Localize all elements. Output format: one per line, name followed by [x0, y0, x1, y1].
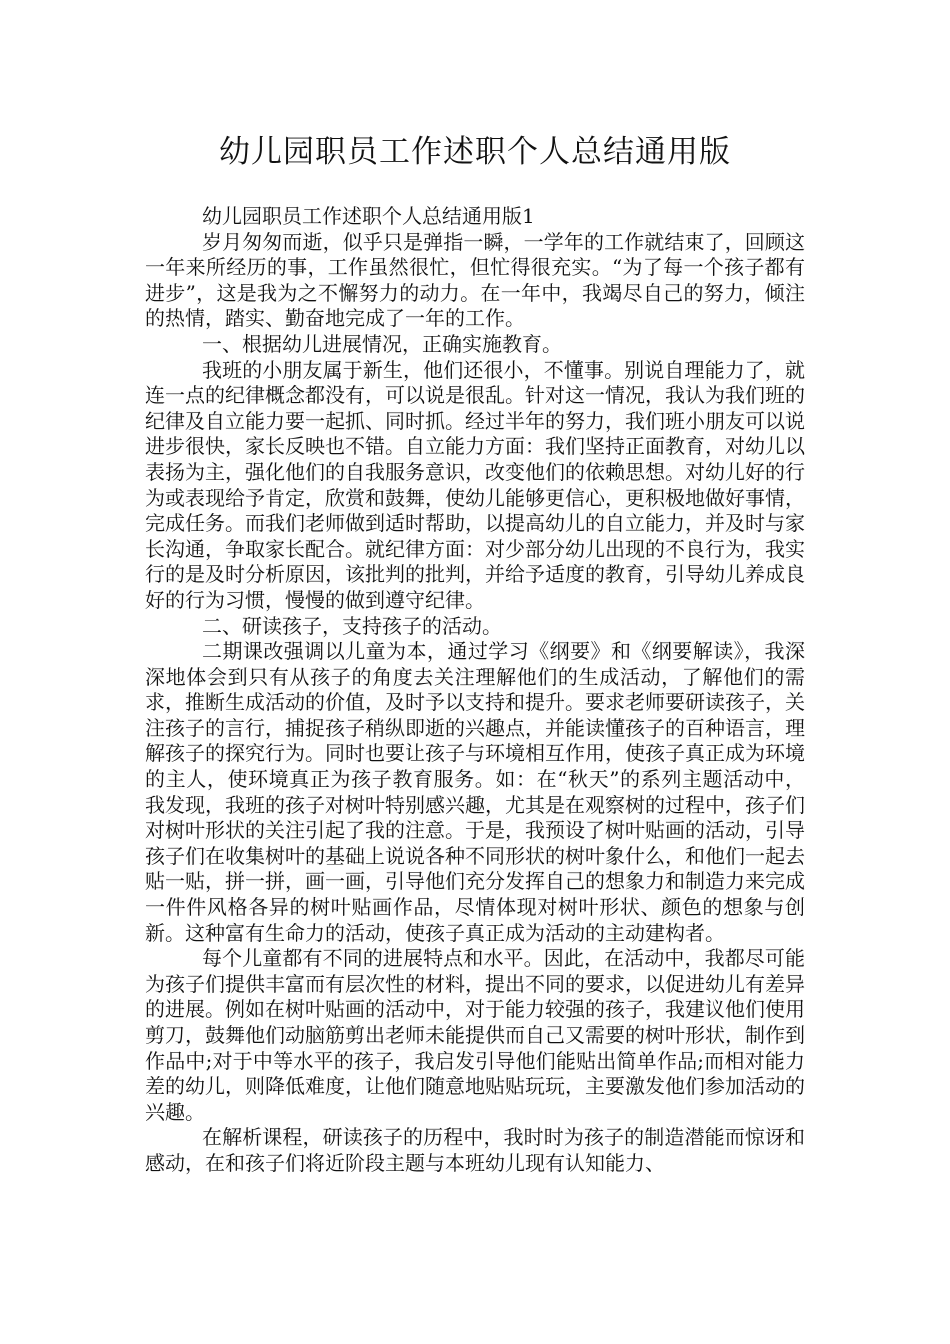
paragraph: 每个儿童都有不同的进展特点和水平。因此，在活动中，我都尽可能为孩子们提供丰富而有层次性的材料，提出不同的要求，以促进幼儿有差异的进展。例如在树叶贴画的活动中，对于能力较强的孩子，我建议他们使用剪刀，鼓舞他们动脑筋剪出老师未能提供而自己又需要的树叶形状，制作到作品中;对于中等水平的孩子，我启发引导他们能贴出简单作品;而相对能力差的幼儿，则降低难度，让他们随意地贴贴玩玩，主要激发他们参加活动的兴趣。: [145, 946, 805, 1124]
section-heading: 二、研读孩子，支持孩子的活动。: [202, 613, 502, 638]
document-title: 幼儿园职员工作述职个人总结通用版: [219, 134, 731, 170]
paragraph: 我班的小朋友属于新生，他们还很小，不懂事。别说自理能力了，就连一点的纪律概念都没有，可以说是很乱。针对这一情况，我认为我们班的纪律及自立能力要一起抓、同时抓。经过半年的努力，我们班小朋友可以说进步很快，家长反映也不错。自立能力方面：我们坚持正面教育，对幼儿以表扬为主，强化他们的自我服务意识，改变他们的依赖思想。对幼儿好的行为或表现给予肯定，欣赏和鼓舞，使幼儿能够更信心，更积极地做好事情，完成任务。而我们老师做到适时帮助，以提高幼儿的自立能力，并及时与家长沟通，争取家长配合。就纪律方面：对少部分幼儿出现的不良行为，我实行的是及时分析原因，该批判的批判，并给予适度的教育，引导幼儿养成良好的行为习惯，慢慢的做到遵守纪律。: [145, 357, 805, 612]
section-heading: 一、根据幼儿进展情况，正确实施教育。: [202, 331, 562, 356]
paragraph: 岁月匆匆而逝，似乎只是弹指一瞬，一学年的工作就结束了，回顾这一年来所经历的事，工作虽然很忙，但忙得很充实。“为了每一个孩子都有进步”，这是我为之不懈努力的动力。在一年中，我竭尽自己的努力，倾注的热情，踏实、勤奋地完成了一年的工作。: [145, 229, 805, 331]
paragraph: 在解析课程，研读孩子的历程中，我时时为孩子的制造潜能而惊讶和感动，在和孩子们将近阶段主题与本班幼儿现有认知能力、: [145, 1125, 805, 1175]
paragraph: 二期课改强调以儿童为本，通过学习《纲要》和《纲要解读》，我深深地体会到只有从孩子的角度去关注理解他们的生成活动，了解他们的需求，推断生成活动的价值，及时予以支持和提升。要求老师要研读孩子，关注孩子的言行，捕捉孩子稍纵即逝的兴趣点，并能读懂孩子的百种语言，理解孩子的探究行为。同时也要让孩子与环境相互作用，使孩子真正成为环境的主人，使环境真正为孩子教育服务。如：在“秋天”的系列主题活动中，我发现，我班的孩子对树叶特别感兴趣，尤其是在观察树的过程中，孩子们对树叶形状的关注引起了我的注意。于是，我预设了树叶贴画的活动，引导孩子们在收集树叶的基础上说说各种不同形状的树叶象什么，和他们一起去贴一贴，拼一拼，画一画，引导他们充分发挥自己的想象力和制造力来完成一件件风格各异的树叶贴画作品，尽情体现对树叶形状、颜色的想象与创新。这种富有生命力的活动，使孩子真正成为活动的主动建构者。: [145, 639, 805, 945]
section-heading: 幼儿园职员工作述职个人总结通用版1: [202, 204, 535, 228]
document-page: [145, 128, 805, 1177]
